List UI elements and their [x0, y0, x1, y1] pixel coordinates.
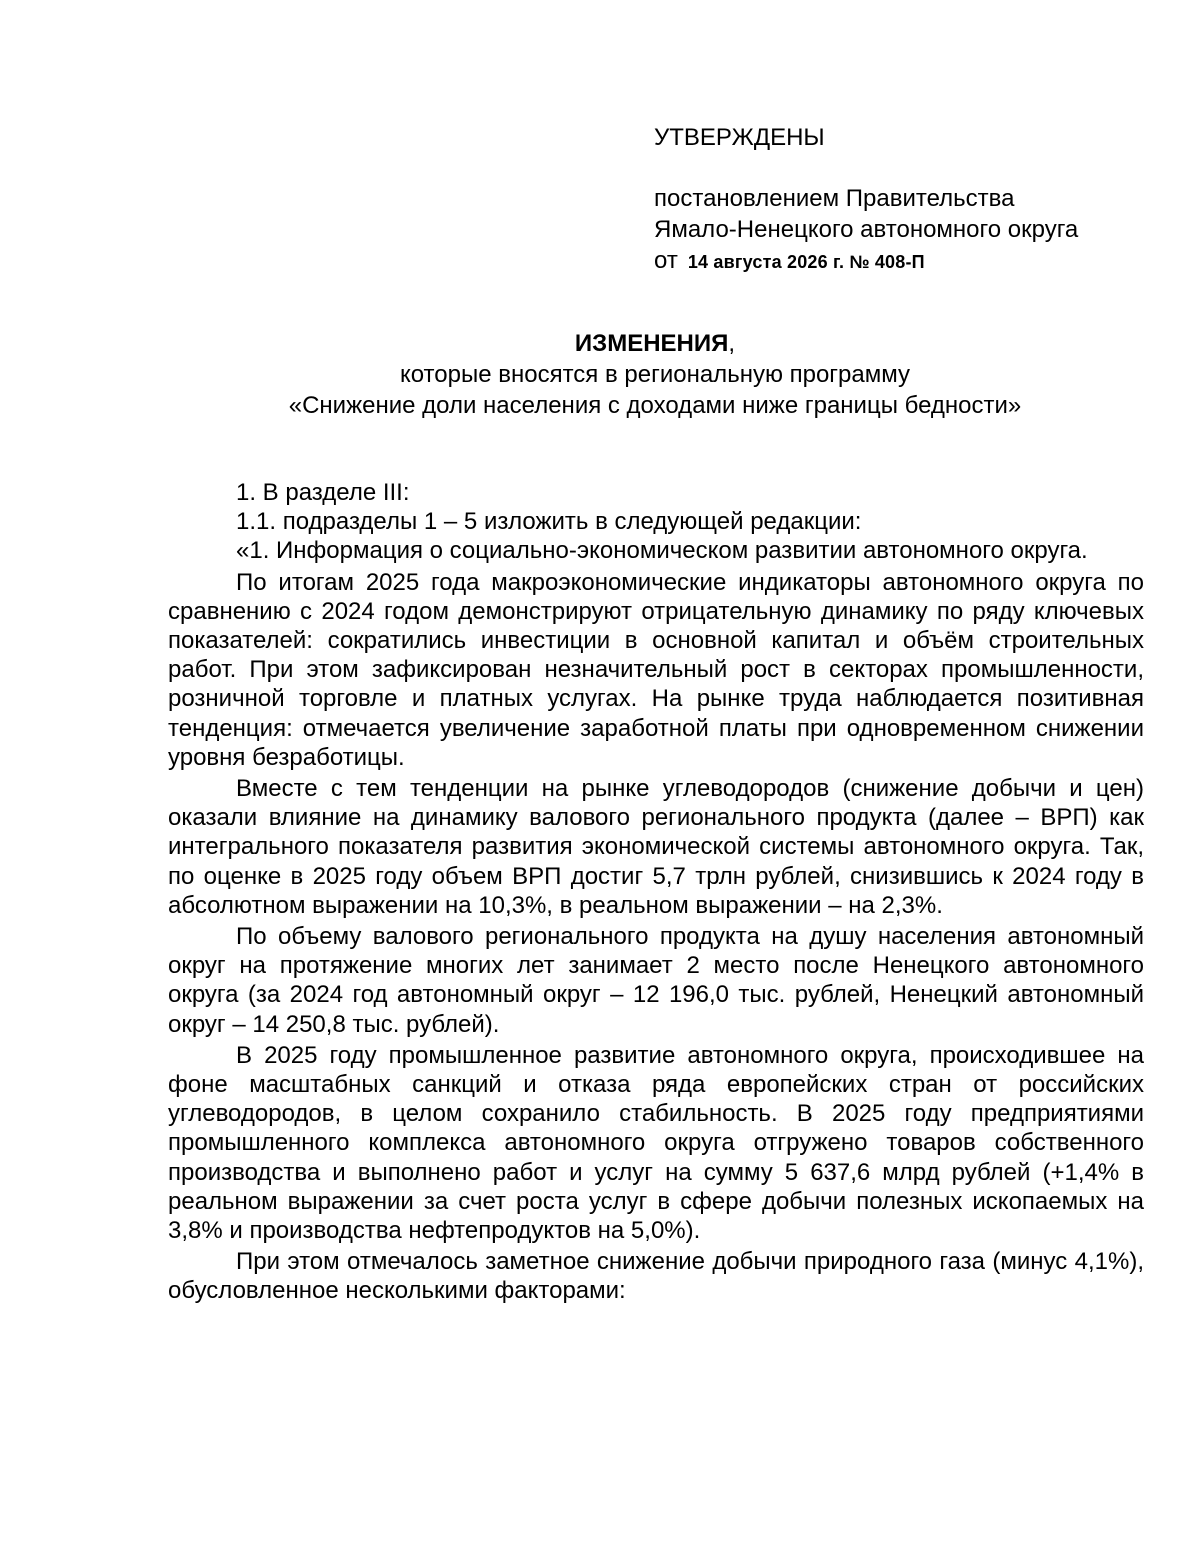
paragraph-5: Вместе с тем тенденции на рынке углеводородов (снижение добычи и цен) оказали влияние на динамику валового регионального продукта (далее – ВРП) как интегрального показателя развития экономической системы автономного округа. Так, по оценке в 2025 году объем ВРП достиг 5,7 трлн рублей, снизившись к 2024 году в абсолютном выражении на 10,3%, в реальном выражении – на 2,3%.	[168, 775, 1144, 919]
document-title-line	[110, 328, 1200, 359]
paragraph-7: В 2025 году промышленное развитие автономного округа, происходившее на фоне масштабных санкций и отказа ряда европейских стран от российских углеводородов, в целом сохранило стабильность. В 2025 году предприятиями промышленного комплекса автономного округа отгружено товаров собственного производства и выполнено работ и услуг на сумму 5 637,6 млрд рублей (+1,4% в реальном выражении за счет роста услуг в сфере добычи полезных ископаемых на 3,8% и производства нефтепродуктов на 5,0%).	[168, 1041, 1144, 1245]
approval-from-label: от	[654, 247, 678, 274]
document-body	[168, 478, 1144, 1306]
document-subtitle-line-2: «Снижение доли населения с доходами ниже границы бедности»	[288, 392, 1022, 419]
document-title-punct: ,	[728, 330, 736, 357]
document-heading	[110, 328, 1200, 421]
approval-heading: УТВЕРЖДЕНЫ	[654, 124, 825, 151]
paragraph-4: По итогам 2025 года макроэкономические индикаторы автономного округа по сравнению с 2024 годом демонстрируют отрицательную динамику по ряду ключевых показателей: сократились инвестиции в основной капитал и объём строительных работ. При этом зафиксирован незначительный рост в секторах промышленности, розничной торговле и платных услугах. На рынке труда наблюдается позитивная тенденция: отмечается увеличение заработной платы при одновременном снижении уровня безработицы.	[168, 568, 1144, 771]
paragraph-2: 1.1. подразделы 1 – 5 изложить в следующей редакции:	[236, 508, 862, 536]
paragraph-3: «1. Информация о социально-экономическом развитии автономного округа.	[236, 537, 1088, 565]
paragraph-8: При этом отмечалось заметное снижение добычи природного газа (минус 4,1%), обусловленное несколькими факторами:	[168, 1248, 1144, 1305]
approval-date-line	[654, 245, 1174, 278]
approval-block	[654, 122, 1174, 278]
approval-line-1: постановлением Правительства	[654, 185, 1015, 212]
document-subtitle-line-1: которые вносятся в региональную программу	[399, 361, 911, 388]
document-title: ИЗМЕНЕНИЯ	[574, 330, 729, 357]
paragraph-6: По объему валового регионального продукта на душу населения автономный округ на протяжение многих лет занимает 2 место после Ненецкого автономного округа (за 2024 год автономный округ – 12 196,0 тыс. рублей, Ненецкий автономный округ – 14 250,8 тыс. рублей).	[168, 923, 1144, 1038]
paragraph-1: 1. В разделе III:	[236, 479, 410, 506]
approval-date-number: 14 августа 2026 г. № 408-П	[687, 252, 925, 272]
approval-line-2: Ямало-Ненецкого автономного округа	[654, 216, 1079, 243]
